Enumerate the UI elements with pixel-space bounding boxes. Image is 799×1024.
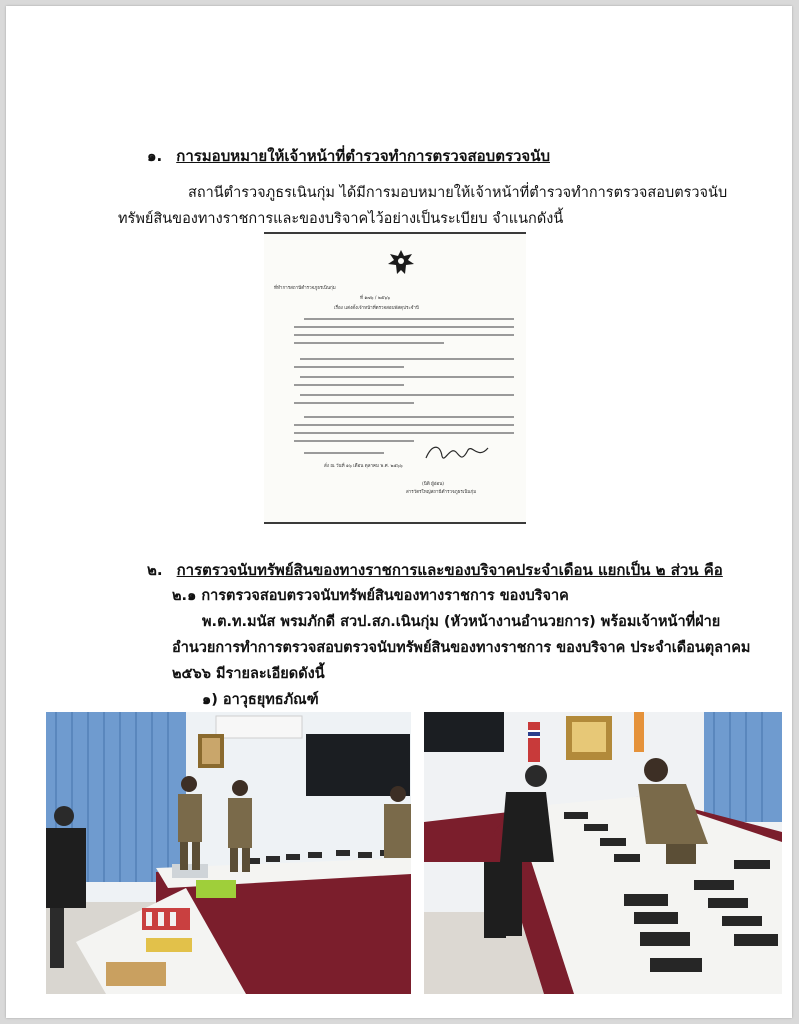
section1-heading — [147, 144, 550, 168]
memo-text-line — [294, 366, 404, 368]
section2-title: การตรวจนับทรัพย์สินของทางราชการและของบริจาคประจำเดือน แยกเป็น ๒ ส่วน คือ — [176, 561, 723, 579]
memo-text-line — [300, 358, 514, 360]
section2-subtitle: ๒.๑ การตรวจสอบตรวจนับทรัพย์สินของทางราชการ ของบริจาค — [172, 588, 569, 604]
document-page — [6, 6, 792, 1018]
memo-text-line — [304, 318, 514, 320]
section2-para-line1: พ.ต.ท.มนัส พรมภักดี สวป.สภ.เนินกุ่ม (หัวหน้างานอำนวยการ) พร้อมเจ้าหน้าที่ฝ่าย — [202, 614, 721, 630]
memo-order-date: สั่ง ณ วันที่ ๑๖ เดือน ตุลาคม พ.ศ. ๒๕๖๖ — [324, 464, 403, 469]
memo-text-line — [294, 384, 404, 386]
memo-text-line — [300, 394, 514, 396]
memo-text-line — [294, 334, 514, 336]
section2-number: ๒. — [147, 561, 163, 579]
section2-para-line2: อำนวยการทำการตรวจสอบตรวจนับทรัพย์สินของทางราชการ ของบริจาค ประจำเดือนตุลาคม — [172, 640, 751, 656]
memo-doc-no: ที่ ๑๗๖ / ๒๕๖๖ — [360, 296, 390, 301]
memo-text-line — [294, 432, 514, 434]
memo-text-line — [294, 326, 514, 328]
photo-inspection-room — [46, 712, 411, 994]
section1-title: การมอบหมายให้เจ้าหน้าที่ตำรวจทำการตรวจสอบตรวจนับ — [176, 147, 550, 165]
section1-para-line1: สถานีตำรวจภูธรเนินกุ่ม ได้มีการมอบหมายให้เจ้าหน้าที่ตำรวจทำการตรวจสอบตรวจนับ — [188, 185, 728, 201]
photo-weapon-count — [424, 712, 782, 994]
section1-number: ๑. — [147, 147, 163, 165]
section2-heading — [147, 558, 723, 582]
garuda-emblem-icon — [386, 248, 416, 278]
memo-text-line — [294, 342, 444, 344]
memo-text-line — [300, 376, 514, 378]
memo-office: ที่ทำการสถานีตำรวจภูธรเนินกุ่ม — [274, 286, 336, 291]
section2-item1: ๑) อาวุธยุทธภัณฑ์ — [202, 692, 319, 708]
scanned-memo-image — [264, 232, 526, 524]
memo-text-line — [294, 424, 514, 426]
memo-text-line — [304, 452, 384, 454]
memo-signer: (นิติ ผู้อ่อน) — [422, 482, 445, 487]
memo-signer-position: สารวัตรใหญ่สถานีตำรวจภูธรเนินกุ่ม — [406, 490, 477, 495]
section2-para-line3: ๒๕๖๖ มีรายละเอียดดังนี้ — [172, 666, 325, 682]
section1-para-line2: ทรัพย์สินของทางราชการและของบริจาคไว้อย่างเป็นระเบียบ จำแนกดังนี้ — [118, 211, 564, 227]
memo-text-line — [304, 416, 514, 418]
handwritten-signature-icon — [422, 440, 492, 468]
memo-text-line — [294, 440, 414, 442]
memo-subject: เรื่อง แต่งตั้งเจ้าหน้าที่ตรวจสอบพัสดุประจำปี — [334, 306, 419, 311]
memo-text-line — [294, 402, 414, 404]
